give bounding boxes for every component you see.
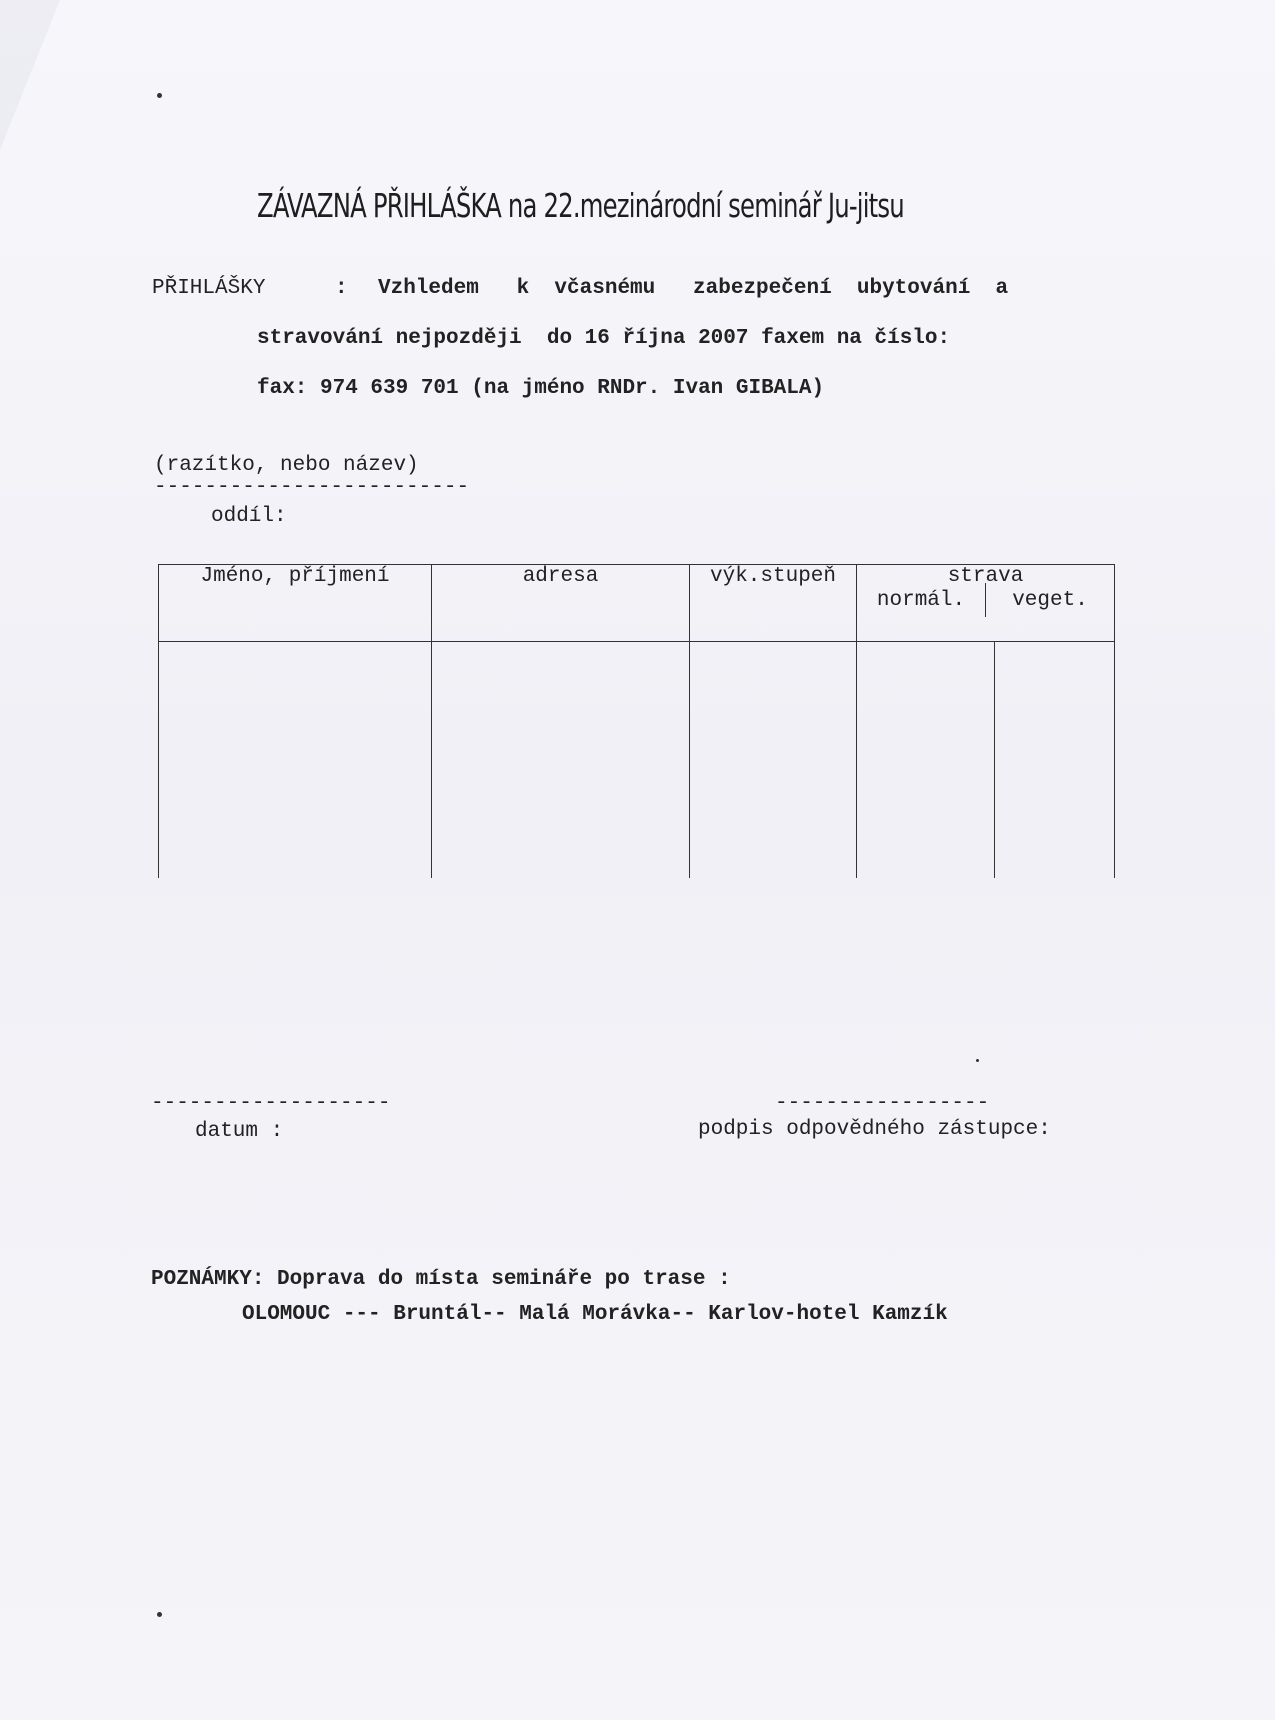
header-food-label: strava (947, 565, 1024, 588)
dot-mark (157, 93, 162, 98)
header-grade-label: výk.stupeň (709, 565, 837, 588)
entry-address-cell[interactable] (432, 642, 690, 879)
notes-label: POZNÁMKY: Doprava do místa semináře po trase : (151, 1268, 731, 1291)
notes-route: OLOMOUC --- Bruntál-- Malá Morávka-- Karlov-hotel Kamzík (242, 1303, 948, 1326)
entry-veg-cell[interactable] (995, 642, 1115, 879)
header-veg-label: veget. (1012, 589, 1088, 612)
entry-grade-cell[interactable] (690, 642, 857, 879)
entry-normal-cell[interactable] (857, 642, 995, 879)
prihlasky-line2: stravování nejpozději do 16 října 2007 faxem na číslo: (257, 327, 951, 350)
sign-dashes: ----------------- (775, 1092, 990, 1115)
stamp-label: (razítko, nebo název) (154, 454, 419, 477)
document-title: ZÁVAZNÁ PŘIHLÁŠKA na 22.mezinárodní seminář Ju-jitsu (257, 186, 904, 225)
participants-table (158, 564, 1115, 878)
oddil-label: oddíl: (211, 505, 287, 528)
prihlasky-label: PŘIHLÁŠKY (152, 277, 266, 300)
header-normal-label: normál. (876, 589, 966, 612)
date-label: datum : (195, 1120, 284, 1143)
paper-crease (0, 0, 60, 150)
table-header-row (159, 565, 1115, 642)
dot-mark (157, 1612, 162, 1617)
prihlasky-line1: Vzhledem k včasnému zabezpečení ubytování a (378, 277, 1009, 300)
header-address-label: adresa (522, 565, 599, 588)
stamp-dashes: ------------------------- (154, 476, 470, 499)
header-address (432, 565, 690, 642)
dot-mark (976, 1059, 979, 1062)
header-food (857, 565, 1115, 642)
header-name-label: Jméno, příjmení (200, 565, 390, 588)
date-dashes: ------------------- (151, 1092, 391, 1115)
header-grade (690, 565, 857, 642)
sign-label: podpis odpovědného zástupce: (698, 1118, 1051, 1141)
header-name (159, 565, 432, 642)
header-food-sub (857, 589, 1114, 617)
prihlasky-colon: : (335, 277, 348, 300)
prihlasky-fax: fax: 974 639 701 (na jméno RNDr. Ivan GIBALA) (257, 377, 825, 400)
table-entry-row (159, 642, 1115, 879)
entry-name-cell[interactable] (159, 642, 432, 879)
